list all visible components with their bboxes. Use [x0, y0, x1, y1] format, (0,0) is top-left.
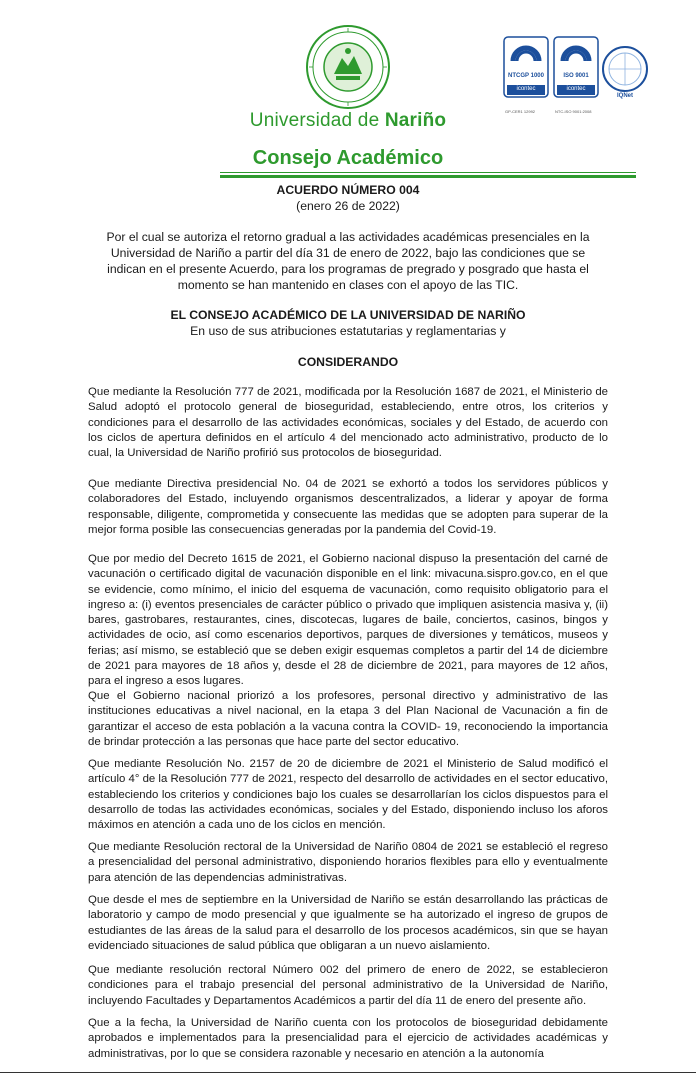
authority-heading: EL CONSEJO ACADÉMICO DE LA UNIVERSIDAD DE NARIÑO	[170, 308, 526, 322]
considerando-paragraph: Que el Gobierno nacional priorizó a los profesores, personal directivo y administrativo de las instituciones educativas a nivel nacional, en la etapa 3 del Plan Nacional de Vacunación a fin de garantizar el acceso de esta población a la vacuna contra la COVID- 19, reconociendo la importancia de brindar protección a las personas que hace parte del sector educativo.	[88, 690, 608, 748]
cert-caption-2: NTC-ISO 9001:2008	[555, 109, 592, 114]
certification-logos	[503, 35, 653, 125]
header-rule-thin	[220, 172, 636, 173]
considerando-paragraph: Que desde el mes de septiembre en la Universidad de Nariño se están desarrollando las prácticas de laboratorio y campo de modo presencial y que igualmente se ha autorizado el ingreso de grupos de estudiantes de las áreas de la salud para el desarrollo de los procesos académicos, sin que se hayan evidenciado situaciones de salud pública que obligaran a un nuevo aislamiento.	[88, 894, 608, 952]
acuerdo-number: ACUERDO NÚMERO 004	[276, 183, 420, 197]
iqnet-label: IQNet	[616, 93, 633, 99]
cert-caption-1: GP-CER1 12992	[505, 109, 536, 114]
considerando-paragraph: Que mediante Resolución rectoral de la Universidad de Nariño 0804 de 2021 se estableció el regreso a presencialidad del personal administrativo, disponiendo horarios flexibles para ello y eventualmente para atención de las dependencias administrativas.	[88, 841, 608, 884]
acuerdo-summary: Por el cual se autoriza el retorno gradual a las actividades académicas presenciales en la Universidad de Nariño a partir del día 31 de enero de 2022, bajo las condiciones que se indican en el presente Acuerdo, para los programas de pregrado y posgrado que hasta el momento se han mantenido en clases con el apoyo de las TIC.	[106, 230, 590, 292]
considerando-paragraph: Que mediante resolución rectoral Número 002 del primero de enero de 2022, se establecieron condiciones para el trabajo presencial del personal administrativo de la Universidad de Nariño, incluyendo Facultades y Departamentos Académicos a partir del día 11 de enero del presente año.	[88, 964, 608, 1007]
ntcgp-label: NTCGP 1000	[508, 73, 544, 79]
iso-label: ISO 9001	[563, 73, 589, 79]
university-name-bold: Nariño	[384, 110, 447, 131]
considerando-heading: CONSIDERANDO	[297, 355, 399, 369]
page-bottom-border	[0, 1072, 696, 1073]
considerando-paragraph: Que mediante Directiva presidencial No. 04 de 2021 se exhortó a todos los servidores públicos y colaboradores del Estado, incluyendo organismos descentralizados, a liderar y apoyar de forma responsable, diligente, comprometida y consecuente las medidas que se adopten para superar de la mejor forma posible las consecuencias generadas por la pandemia del Covid-19.	[88, 478, 608, 536]
university-name-prefix: Universidad de	[249, 110, 385, 131]
considerando-paragraph: Que mediante la Resolución 777 de 2021, modificada por la Resolución 1687 de 2021, el Ministerio de Salud adoptó el protocolo general de bioseguridad, estableciendo, entre otros, los criterios y condiciones para el desarrollo de las actividades económicas, sociales y del Estado, de acuerdo con los ciclos de apertura definidos en el artículo 4 del mencionado acto administrativo, producto de lo cual, la Universidad de Nariño profirió sus protocolos de bioseguridad.	[88, 386, 608, 460]
icontec-label-2: icontec	[566, 86, 586, 92]
acuerdo-date: (enero 26 de 2022)	[296, 199, 400, 213]
considerando-paragraph: Que mediante Resolución No. 2157 de 20 de diciembre de 2021 el Ministerio de Salud modificó el artículo 4° de la Resolución 777 de 2021, respecto del desarrollo de actividades en el sector educativo, estableciendo los criterios y condiciones bajo los cuales se desarrollarían los ciclos dispuestos para el desarrollo de todas las actividades económicas, sociales y del Estado, disponiendo incluso los aforos máximos en atención a cada uno de los ciclos en mención.	[88, 758, 608, 832]
considerando-paragraph: Que por medio del Decreto 1615 de 2021, el Gobierno nacional dispuso la presentación del carné de vacunación o certificado digital de vacunación disponible en el link: mivacuna.sispro.gov.co, en el que se evidencie, como mínimo, el inicio del esquema de vacunación, como requisito obligatorio para el ingreso a: (i) eventos presenciales de carácter público o privado que impliquen asistencia masiva y, (ii) bares, gastrobares, restaurantes, cines, discotecas, lugares de baile, conciertos, casinos, bingos y actividades de ocio, así como escenarios deportivos, parques de diversiones y temáticos, museos y ferias; así mismo, se estableció que se deben exigir esquemas completos a partir del 14 de diciembre de 2021 para mayores de 18 años y, desde el 28 de diciembre de 2021, para mayores de 12 años, para el ingreso a esos lugares.	[88, 553, 608, 688]
authority-subheading: En uso de sus atribuciones estatutarias y reglamentarias y	[190, 324, 506, 338]
considerando-paragraph: Que a la fecha, la Universidad de Nariño cuenta con los protocolos de bioseguridad debidamente aprobados e implementados para la presencialidad para el ejercicio de actividades académicas y administrativas, por lo que se considera razonable y necesario en atención a la autonomía	[88, 1017, 608, 1060]
header-rule-thick	[220, 175, 636, 178]
university-seal-icon	[305, 24, 391, 110]
icontec-label-1: icontec	[516, 86, 536, 92]
council-title: Consejo Académico	[252, 147, 444, 169]
